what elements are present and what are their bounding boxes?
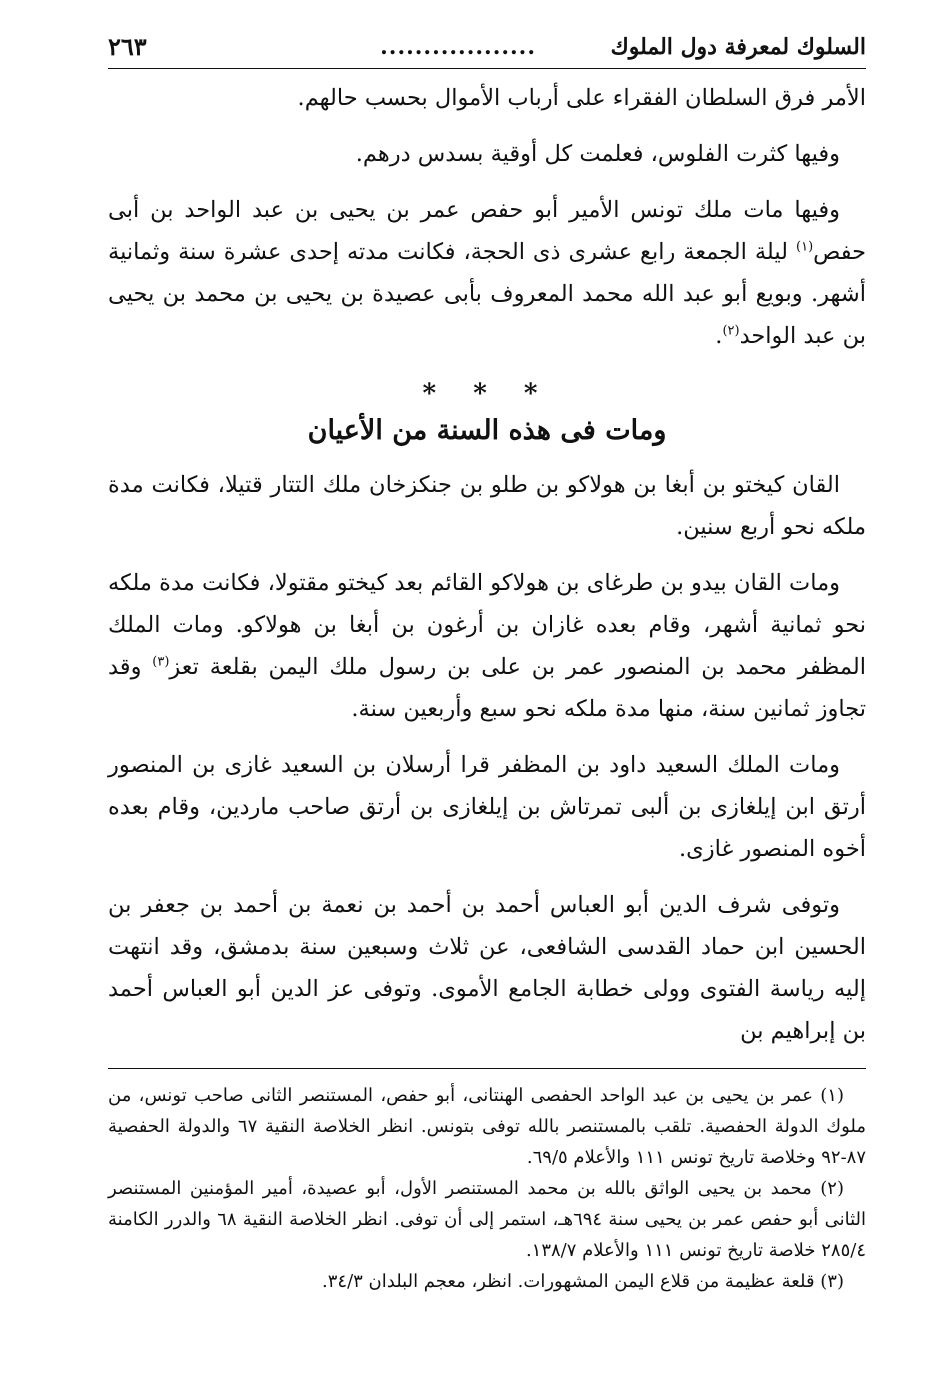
- book-title: السلوك لمعرفة دول الملوك: [610, 34, 866, 60]
- footnote-ref[interactable]: (٣): [152, 654, 170, 670]
- header-leader-dots: ..................: [380, 34, 536, 60]
- footnote: (٣) قلعة عظيمة من قلاع اليمن المشهورات. انظر، معجم البلدان ٣٤/٣.: [322, 1271, 844, 1292]
- page-number: ٢٦٣: [108, 32, 147, 61]
- paragraph: القان كيختو بن أبغا بن هولاكو بن طلو بن جنكزخان ملك التتار قتيلا، فكانت مدة ملكه نحو أربع سنين.: [108, 472, 866, 540]
- page: [108, 30, 866, 1052]
- paragraph: وتوفى شرف الدين أبو العباس أحمد بن أحمد بن نعمة بن أحمد بن جعفر بن الحسين ابن حماد القدسى الشافعى، عن ثلاث وسبعين سنة بدمشق، وقد انتهت إليه رياسة الفتوى وولى خطابة الجامع الأموى. وتوفى عز الدين أبو العباس أحمد بن إبراهيم بن: [108, 892, 866, 1044]
- paragraph: وفيها كثرت الفلوس، فعلمت كل أوقية بسدس درهم.: [355, 141, 840, 167]
- footnotes: [108, 1080, 866, 1297]
- paragraph-text: وقد تجاوز ثمانين سنة، منها مدة ملكه نحو سبع وأربعين سنة.: [108, 654, 866, 722]
- paragraph: الأمر فرق السلطان الفقراء على أرباب الأموال بحسب حالهم.: [297, 85, 866, 111]
- paragraph-text: .: [715, 323, 723, 349]
- footnote-divider: [108, 1068, 866, 1069]
- section-heading: ومات فى هذه السنة من الأعيان: [307, 415, 667, 446]
- paragraph: ومات الملك السعيد داود بن المظفر قرا أرسلان بن السعيد غازى بن المنصور أرتق ابن إيلغازى بن ألبى تمرتاش بن إيلغازى بن أرتق صاحب ماردين، وقام بعده أخوه المنصور غازى.: [108, 752, 866, 862]
- footnote: (١) عمر بن يحيى بن عبد الواحد الحفصى الهنتانى، أبو حفص، المستنصر الثانى صاحب تونس، من ملوك الدولة الحفصية. تلقب بالمستنصر بالله توفى بتونس. انظر الخلاصة النقية ٦٧ والدولة الحفصية ٨٧-٩٢ وخلاصة تاريخ تونس ١١١ والأعلام ٦٩/٥.: [108, 1085, 866, 1168]
- paragraph: [108, 189, 866, 357]
- footnote-ref[interactable]: (١): [796, 239, 814, 255]
- paragraph-text: ليلة الجمعة رابع عشرى ذى الحجة، فكانت مدته إحدى عشرة سنة وثمانية أشهر. وبويع أبو عبد الله محمد المعروف بأبى عصيدة بن يحيى بن محمد بن يحيى بن عبد الواحد: [108, 239, 866, 349]
- paragraph: [108, 562, 866, 730]
- paragraph-text: وفيها مات ملك تونس الأمير أبو حفص عمر بن يحيى بن عبد الواحد بن أبى حفص: [108, 197, 866, 265]
- footnote-ref[interactable]: (٢): [722, 323, 740, 339]
- section-separator-stars: * * *: [422, 379, 552, 409]
- running-header: [108, 30, 866, 69]
- paragraph-text: ومات القان بيدو بن طرغاى بن هولاكو القائم بعد كيختو مقتولا، فكانت مدة ملكه نحو ثمانية أشهر، وقام بعده غازان بن أرغون بن أبغا بن هولاكو. ومات الملك المظفر محمد بن المنصور عمر بن على بن رسول ملك اليمن بقلعة تعز: [108, 570, 866, 680]
- footnote: (٢) محمد بن يحيى الواثق بالله بن محمد المستنصر الأول، أبو عصيدة، أمير المؤمنين المستنصر الثانى أبو حفص عمر بن يحيى سنة ٦٩٤هـ، استمر إلى أن توفى. انظر الخلاصة النقية ٦٨ والدرر الكامنة ٢٨٥/٤ خلاصة تاريخ تونس ١١١ والأعلام ١٣٨/٧.: [108, 1178, 866, 1261]
